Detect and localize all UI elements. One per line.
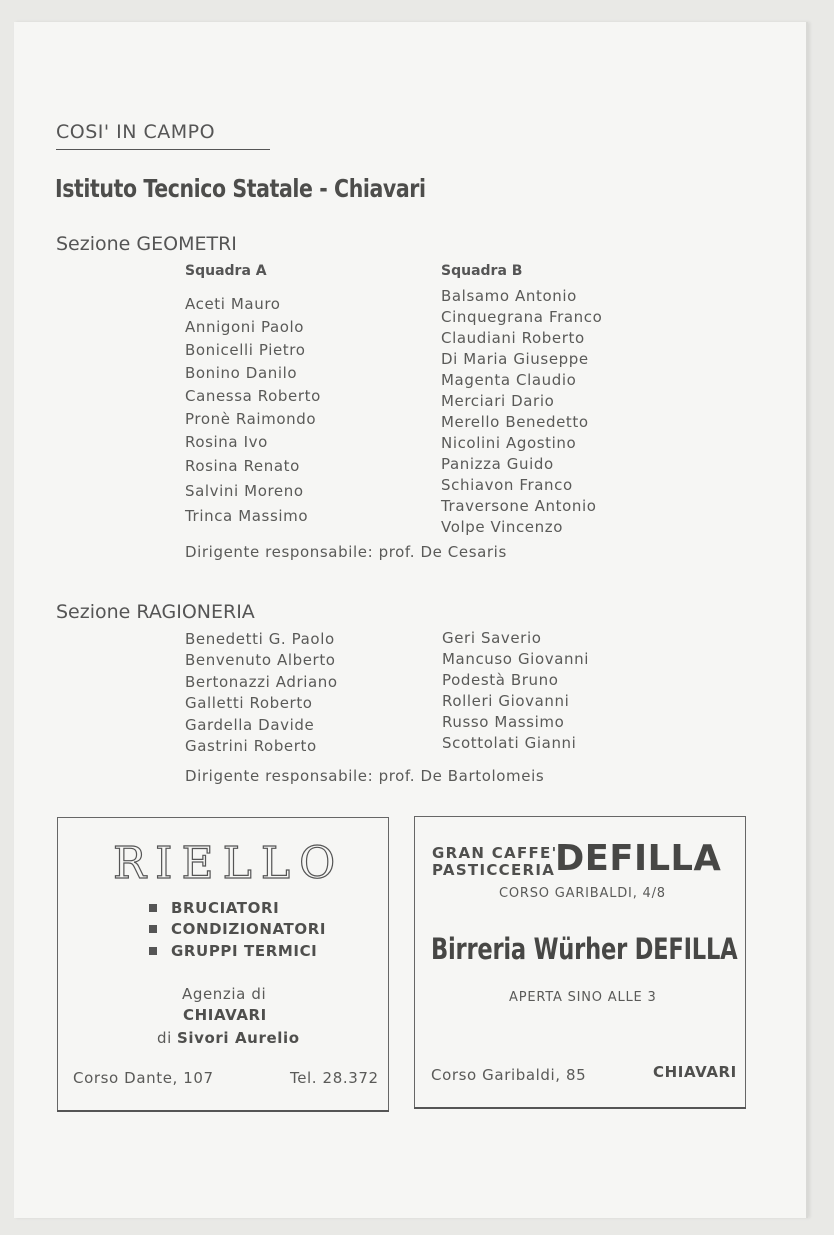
list-item: Traversone Antonio bbox=[441, 497, 597, 515]
riello-phone: Tel. 28.372 bbox=[290, 1069, 379, 1087]
defilla-city: CHIAVARI bbox=[653, 1063, 737, 1081]
riello-product: CONDIZIONATORI bbox=[149, 920, 326, 938]
defilla-hours: APERTA SINO ALLE 3 bbox=[509, 990, 657, 1005]
defilla-address-bottom: Corso Garibaldi, 85 bbox=[431, 1066, 587, 1084]
riello-agency-label: Agenzia di bbox=[182, 985, 267, 1003]
list-item: Galletti Roberto bbox=[185, 694, 313, 712]
list-item: Rosina Ivo bbox=[185, 433, 268, 451]
list-item: Pronè Raimondo bbox=[185, 410, 317, 428]
list-item: Mancuso Giovanni bbox=[442, 650, 589, 668]
list-item: Rolleri Giovanni bbox=[442, 692, 570, 710]
geometri-name: GEOMETRI bbox=[136, 233, 237, 255]
list-item: Merciari Dario bbox=[441, 392, 555, 410]
list-item: Russo Massimo bbox=[442, 713, 565, 731]
list-item: Benvenuto Alberto bbox=[185, 651, 336, 669]
ragioneria-name: RAGIONERIA bbox=[136, 601, 255, 623]
list-item: Bonino Danilo bbox=[185, 364, 298, 382]
section-label-underline bbox=[56, 149, 270, 150]
section-label: COSI' IN CAMPO bbox=[56, 121, 216, 143]
list-item: Podestà Bruno bbox=[442, 671, 559, 689]
riello-logo: RIELLO bbox=[113, 838, 345, 889]
team-b-heading: Squadra B bbox=[441, 263, 523, 279]
defilla-brand: DEFILLA bbox=[555, 838, 722, 879]
list-item: Panizza Guido bbox=[441, 455, 554, 473]
defilla-gran-caffe: GRAN CAFFE' bbox=[432, 844, 558, 862]
list-item: Trinca Massimo bbox=[185, 507, 309, 525]
list-item: Salvini Moreno bbox=[185, 482, 304, 500]
geometri-prefix: Sezione bbox=[56, 233, 131, 255]
geometri-manager: Dirigente responsabile: prof. De Cesaris bbox=[185, 543, 507, 561]
list-item: Gastrini Roberto bbox=[185, 737, 317, 755]
bullet-square-icon bbox=[149, 925, 157, 933]
defilla-birreria: Birreria Würher DEFILLA bbox=[431, 932, 738, 966]
list-item: Aceti Mauro bbox=[185, 295, 281, 313]
list-item: Nicolini Agostino bbox=[441, 434, 577, 452]
list-item: Volpe Vincenzo bbox=[441, 518, 563, 536]
riello-agency-owner-line: di Sivori Aurelio bbox=[157, 1029, 300, 1047]
list-item: Cinquegrana Franco bbox=[441, 308, 603, 326]
riello-product: BRUCIATORI bbox=[149, 899, 279, 917]
ragioneria-manager: Dirigente responsabile: prof. De Bartolomeis bbox=[185, 767, 545, 785]
list-item: Bertonazzi Adriano bbox=[185, 673, 338, 691]
list-item: Bonicelli Pietro bbox=[185, 341, 306, 359]
list-item: Schiavon Franco bbox=[441, 476, 573, 494]
list-item: Di Maria Giuseppe bbox=[441, 350, 589, 368]
riello-address: Corso Dante, 107 bbox=[73, 1069, 214, 1087]
list-item: Annigoni Paolo bbox=[185, 318, 305, 336]
defilla-address-top: CORSO GARIBALDI, 4/8 bbox=[499, 886, 666, 901]
team-a-heading: Squadra A bbox=[185, 263, 267, 279]
bullet-square-icon bbox=[149, 947, 157, 955]
geometri-section-title bbox=[56, 233, 237, 255]
list-item: Merello Benedetto bbox=[441, 413, 589, 431]
page-title: Istituto Tecnico Statale - Chiavari bbox=[55, 174, 426, 203]
list-item: Rosina Renato bbox=[185, 457, 300, 475]
list-item: Gardella Davide bbox=[185, 716, 315, 734]
list-item: Balsamo Antonio bbox=[441, 287, 577, 305]
list-item: Magenta Claudio bbox=[441, 371, 577, 389]
riello-agency-owner: Sivori Aurelio bbox=[176, 1029, 300, 1047]
list-item: Benedetti G. Paolo bbox=[185, 630, 335, 648]
bullet-square-icon bbox=[149, 904, 157, 912]
list-item: Claudiani Roberto bbox=[441, 329, 585, 347]
ragioneria-section-title bbox=[56, 601, 255, 623]
ragioneria-prefix: Sezione bbox=[56, 601, 131, 623]
list-item: Canessa Roberto bbox=[185, 387, 321, 405]
riello-agency-city: CHIAVARI bbox=[183, 1006, 267, 1024]
riello-product: GRUPPI TERMICI bbox=[149, 942, 317, 960]
defilla-pasticceria: PASTICCERIA bbox=[432, 861, 556, 879]
list-item: Geri Saverio bbox=[442, 629, 542, 647]
list-item: Scottolati Gianni bbox=[442, 734, 577, 752]
